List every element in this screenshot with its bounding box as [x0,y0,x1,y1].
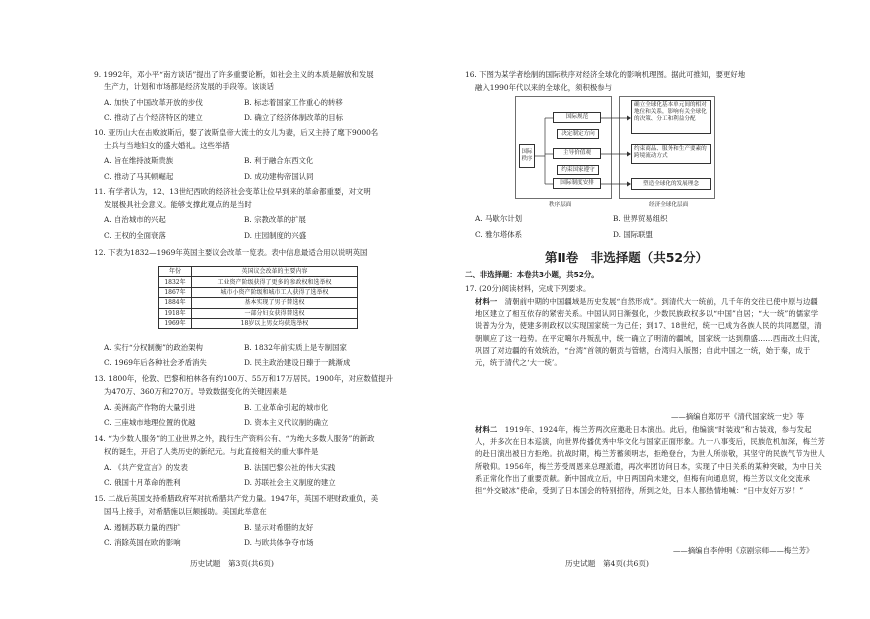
q10-option-a: A. 旨在维持波斯贵族 [104,156,174,165]
q15-option-a: A. 遏制苏联力量的西扩 [104,523,181,532]
q16-option-c: C. 雅尔塔体系 [475,230,523,239]
table-cell-year: 1832年 [159,277,192,287]
box-international-rules: 国际规范 [553,112,601,123]
box-institutional-arrangements: 国际制度安排 [553,178,601,189]
table-cell-year: 1884年 [159,298,192,308]
q12-option-d: D. 民主政治建设日臻于一跳渐成 [244,358,351,367]
q11-option-b: B. 宗教改革的扩展 [244,215,306,224]
q9-option-b: B. 标志着国家工作重心的转移 [244,98,343,107]
page-footer-left: 历史试题 第3页(共6页) [190,559,274,568]
table-cell-content: 城市小资产阶级和城市工人获得了选举权 [192,287,358,297]
page-footer-right: 历史试题 第4页(共6页) [565,559,649,568]
right-page [435,0,870,619]
section-title: 第Ⅱ卷 非选择题（共52分） [545,250,709,265]
q10-option-d: D. 成功建构帝国认同 [244,172,314,181]
q14-option-a: A. 《共产党宣言》的发表 [104,463,188,472]
q11-option-d: D. 庄园制度的兴盛 [244,231,307,240]
q12-option-c: C. 1969年后各种社会矛盾消失 [104,358,207,367]
table-header-row [159,267,358,277]
q11-option-a: A. 自治城市的兴起 [104,215,166,224]
table-row [159,318,358,328]
q15-option-d: D. 与欧共体争夺市场 [244,538,314,547]
parliament-reform-table [158,266,358,329]
material-two-text: 1919年、1924年，梅兰芳两次应邀赴日本演出。此后，他编演“时装戏”和古装戏，参与发起人，并多次在日本巡演，向世界传播优秀中华文化与国家正面形象。九一八事变后，民族危机加深，梅兰芳的赴日演出被日方拒绝。抗战时期，梅兰芳蓄须明志，拒绝登台，为世人所崇敬，其坚守的民族气节为世人所敬仰。1956年，梅兰芳受周恩来总理派遣，再次率团访问日本，实现了中日关系的某种突破，为中日关系正常化作出了重要贡献。新中国成立后，中日两国尚未建交，但梅有向通息贸，梅兰芳以文化交流承担“外交破冰”使命，受到了日本国会的特别招待，所到之处，日本人都热情地喊：“日中友好万岁！” [475,425,825,496]
q9-stem-line1: 9. 1992年，邓小平“南方谈话”提出了许多重要论断，如社会主义的本质是解放和发展 [94,70,374,79]
box-decision-direction: 决定制定方向 [557,129,599,139]
q13-option-c: C. 三座城市地理位置的优越 [104,418,196,427]
table-row [159,308,358,318]
table-cell-content: 基本实现了男子普选权 [192,298,358,308]
box-international-order: 国际秩序 [519,144,535,168]
q13-stem-line1: 13. 1800年，伦敦、巴黎和柏林各有约100万、55万和17万居民。1900年，对应数值提升 [94,374,393,383]
box-result-idea: 塑造全球化的发展理念 [631,178,711,190]
table-cell-year: 1918年 [159,308,192,318]
q12-option-a: A. 实行“分权制衡”的政治架构 [104,343,203,352]
q9-option-a: A. 加快了中国改革开放的步伐 [104,98,203,107]
q10-option-b: B. 利于融合东西文化 [244,156,314,165]
q14-option-b: B. 法国巴黎公社的伟大实践 [244,463,336,472]
q13-option-a: A. 美洲高产作物的大量引进 [104,403,196,412]
q16-option-b: B. 世界贸易组织 [613,214,668,223]
table-cell-content: 18岁以上男女均获选举权 [192,318,358,328]
q16-stem-line2: 融入1990年代以来的全球化，须积极参与 [475,83,613,92]
material-two-label: 材料二 [475,425,498,434]
q16-option-a: A. 马歇尔计划 [475,214,522,223]
box-dominant-values: 主导价值观 [553,148,601,159]
q9-option-d: D. 确立了经济体制改革的目标 [244,113,344,122]
q14-option-c: C. 俄国十月革命的胜利 [104,478,181,487]
q11-stem-line1: 11. 有学者认为，12、13世纪西欧的经济社会变革让位早到来的革命都重要，对文明 [94,187,371,196]
q16-stem-line1: 16. 下图为某学者绘制的国际秩序对经济全球化的影响机理图。据此可推知，要更好地 [465,70,746,79]
q12-option-b: B. 1832年前实质上是专制国家 [244,343,347,352]
material-one-source: ——摘编自郑厉平《清代国家统一史》等 [671,412,805,421]
q10-stem-line1: 10. 亚历山大在击败波斯后，娶了波斯皇帝大流士的女儿为妻，后又主持了麾下9000名 [94,128,379,137]
q15-stem-line1: 15. 二战后英国支持希腊政府军对抗希腊共产党力量。1947年，英国不堪财政重负，美 [94,494,379,503]
q13-option-b: B. 工业革命引起的城市化 [244,403,329,412]
q9-option-c: C. 推动了占个经济特区的建立 [104,113,203,122]
q11-option-c: C. 王权的全面衰落 [104,231,166,240]
table-header-content: 英国议会改革的主要内容 [192,267,358,277]
label-order-level: 秩序层面 [549,202,572,208]
material-one-text: 清朝前中期的中国疆域是历史发展“自然形成”。到清代大一统前，几千年的交往已使中原与边疆地区建立了相互依存的紧密关系。中国认同日渐强化，少数民族政权多以“中国”自居；“大一统”的儒家学说普为分为，使建多则政权以实现国家统一为己任；到17、18世纪，统一已成为各族人民的共同愿望，清朝顺应了这一趋势。在平定噶尔丹叛乱中，统一确立了明清的疆域，国家统一达到鼎盛……西南改土归流，巩固了对边疆的有效统治，“台湾”首领的朝贡与管辖，台湾归入版图；自此中国之一统，始于秦，成于元，统于清代之‘大一统’。 [475,297,825,368]
q12-stem: 12. 下表为1832—1969年英国主要议会改革一览表。表中信息最适合用以说明英国 [94,248,368,257]
label-econ-level: 经济全球化层面 [649,202,689,208]
q9-stem-line2: 生产力，计划和市场都是经济发展的手段等。该谈话 [104,82,274,91]
international-order-diagram [515,96,715,208]
table-cell-year: 1867年 [159,287,192,297]
table-header-year: 年份 [159,267,192,277]
material-one-label: 材料一 [475,297,498,306]
q16-option-d: D. 国际联盟 [613,230,653,239]
q11-stem-line2: 发展极具社会意义。能够支撑此观点的是当时 [104,200,252,209]
material-two-source: ——摘编自李仲明《京剧宗师——梅兰芳》 [673,546,814,555]
q13-option-d: D. 资本主义代议制的确立 [244,418,329,427]
q13-stem-line2: 为470万、360万和270万。导致数据变化的关键因素是 [104,387,287,396]
table-row [159,277,358,287]
table-cell-year: 1969年 [159,318,192,328]
material-two [475,424,825,497]
q14-stem-line1: 14. “为少数人服务”的工业世界之外，践行生产资料公有、“为绝大多数人服务”的新政 [94,434,375,443]
material-one [475,296,825,369]
q14-option-d: D. 苏联社会主义制度的建立 [244,478,336,487]
box-result-flow: 约束商品、服务和生产要素的跨境流动方式 [631,144,711,164]
table-cell-content: 一部分妇女获得普选权 [192,308,358,318]
q15-option-b: B. 显示对希腊的友好 [244,523,314,532]
q10-stem-line2: 士兵与当地妇女的盛大婚礼。这些举措 [104,141,230,150]
table-row [159,298,358,308]
box-result-status: 确立全球化基本单元间的相对地位和关系，影响有关全球化的决策、分工和利益分配 [631,100,711,134]
q10-option-c: C. 推动了马其顿崛起 [104,172,174,181]
box-constrain-states: 约束国家遵守 [557,165,599,175]
section-instruction: 二、非选择题：本卷共3小题，共52分。 [465,270,599,279]
table-cell-content: 工业资产阶级获得了更多的参政权和选举权 [192,277,358,287]
table-row [159,287,358,297]
q15-option-c: C. 消除英国在欧的影响 [104,538,181,547]
q14-stem-line2: 权的诞生，开启了人类历史的新纪元。与此直接相关的重大事件是 [104,447,319,456]
q17-stem: 17. (20分)阅读材料，完成下列要求。 [465,284,591,293]
q15-stem-line2: 国马上接手，对希腊施以巨额援助。美国此举意在 [104,507,267,516]
